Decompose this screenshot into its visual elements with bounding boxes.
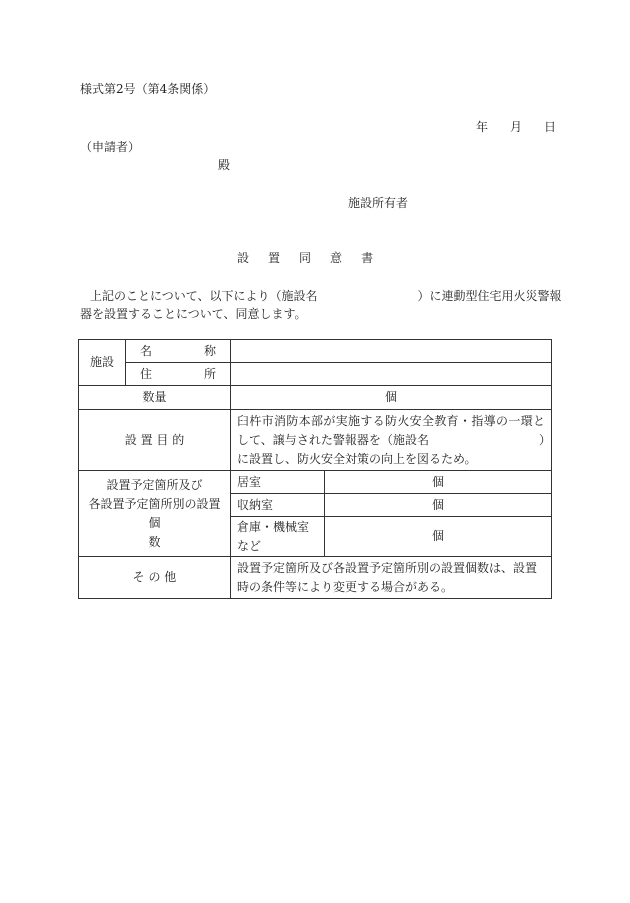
location-name: 居室 [231, 471, 325, 494]
location-name: 倉庫・機械室など [231, 517, 325, 557]
title-char: 設 [237, 251, 250, 265]
table-row [79, 363, 552, 386]
table-row [79, 410, 552, 471]
document-title [237, 249, 373, 266]
body-paragraph-line-2: 器を設置することについて、同意します。 [80, 307, 307, 321]
date-year-label: 年 [476, 120, 489, 134]
facility-address-field[interactable] [231, 363, 552, 386]
location-count-field[interactable]: 個 [325, 517, 552, 557]
body-suffix: ）に連動型住宅用火災警報 [417, 289, 562, 303]
title-char: 意 [330, 251, 343, 265]
date-month-label: 月 [510, 120, 523, 134]
table-row [79, 386, 552, 410]
form-number: 様式第2号（第4条関係） [80, 82, 216, 96]
date-line [454, 118, 556, 135]
location-name: 収納室 [231, 494, 325, 517]
address-label: 住 所 [126, 363, 231, 386]
other-label: そ の 他 [79, 557, 231, 599]
name-label: 名 称 [126, 340, 231, 363]
facility-name-field[interactable] [231, 340, 552, 363]
consent-form-table [78, 339, 552, 599]
quantity-field[interactable]: 個 [231, 386, 552, 410]
other-text: 設置予定箇所及び各設置予定箇所別の設置個数は、設置時の条件等により変更する場合がある。 [231, 557, 552, 599]
applicant-label: （申請者） [80, 140, 141, 154]
locations-label: 設置予定箇所及び 各設置予定箇所別の設置個 数 [79, 471, 231, 557]
table-row [79, 340, 552, 363]
facility-owner-label: 施設所有者 [348, 196, 409, 210]
title-char: 置 [268, 251, 281, 265]
quantity-label: 数量 [79, 386, 231, 410]
date-day-label: 日 [544, 120, 557, 134]
location-count-field[interactable]: 個 [325, 494, 552, 517]
purpose-text: 臼杵市消防本部が実施する防火安全教育・指導の一環として、譲与された警報器を（施設名 ）に設置し、防火安全対策の向上を図るため。 [231, 410, 552, 471]
table-row [79, 471, 552, 494]
body-prefix: 上記のことについて、以下により（施設名 [90, 289, 318, 303]
facility-label: 施設 [79, 340, 126, 386]
title-char: 同 [299, 251, 312, 265]
body-paragraph-line-1 [90, 287, 562, 304]
location-count-field[interactable]: 個 [325, 471, 552, 494]
title-char: 書 [361, 251, 374, 265]
table-row [79, 557, 552, 599]
addressee-honorific: 殿 [218, 158, 231, 172]
purpose-label: 設 置 目 的 [79, 410, 231, 471]
